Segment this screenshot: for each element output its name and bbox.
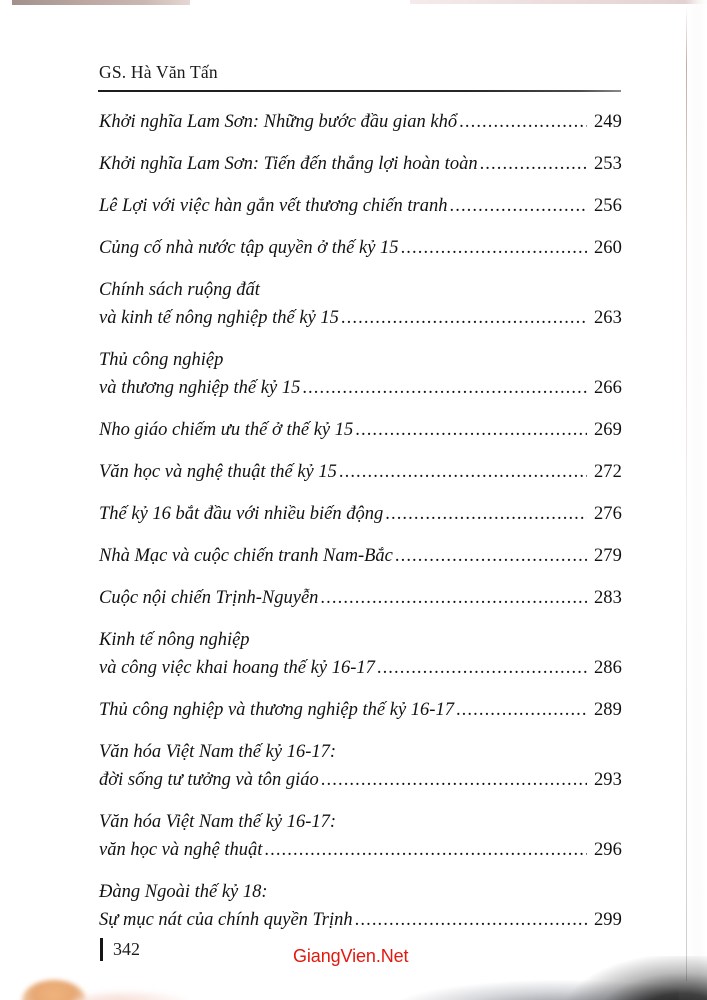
toc-page-number: 276 xyxy=(593,504,622,524)
toc-entry-title: đời sống tư tưởng và tôn giáo xyxy=(99,770,319,790)
dot-leader xyxy=(459,108,587,136)
toc-entry-line-final xyxy=(99,150,622,178)
toc-entry[interactable] xyxy=(99,584,622,612)
toc-entry-line-final xyxy=(99,584,622,612)
finger-blur-artifact-secondary xyxy=(70,992,190,1000)
toc-entry-line xyxy=(99,738,622,766)
dot-leader xyxy=(264,836,587,864)
toc-page-number: 266 xyxy=(593,378,622,398)
dot-leader xyxy=(480,150,587,178)
toc-entry-line-final xyxy=(99,374,622,402)
toc-entry[interactable] xyxy=(99,808,622,864)
toc-entry[interactable] xyxy=(99,738,622,794)
toc-entry-line-final xyxy=(99,500,622,528)
site-watermark: GiangVien.Net xyxy=(293,946,409,966)
toc-entry-line-final xyxy=(99,836,622,864)
dot-leader xyxy=(341,304,587,332)
scan-edge-artifact-top-left xyxy=(12,0,190,5)
toc-entry-title: Kinh tế nông nghiệp xyxy=(99,630,250,650)
toc-entry[interactable] xyxy=(99,108,622,136)
toc-entry-title: Thủ công nghiệp và thương nghiệp thế kỷ 16-17 xyxy=(99,700,454,720)
toc-entry-title: Sự mục nát của chính quyền Trịnh xyxy=(99,910,353,930)
toc-entry-line-final xyxy=(99,458,622,486)
toc-entry-title: Khởi nghĩa Lam Sơn: Những bước đầu gian khổ xyxy=(99,112,458,132)
running-head: GS. Hà Văn Tấn xyxy=(99,62,218,82)
toc-entry-title: Văn hóa Việt Nam thế kỷ 16-17: xyxy=(99,812,337,832)
dot-leader xyxy=(377,654,587,682)
toc-page-number: 293 xyxy=(593,770,622,790)
toc-entry-line-final xyxy=(99,542,622,570)
scan-edge-artifact-top-right xyxy=(410,0,707,4)
toc-entry-title: và công việc khai hoang thế kỷ 16-17 xyxy=(99,658,375,678)
toc-entry-line-final xyxy=(99,234,622,262)
toc-entry-title: Chính sách ruộng đất xyxy=(99,280,260,300)
toc-page-number: 263 xyxy=(593,308,622,328)
toc-entry[interactable] xyxy=(99,416,622,444)
toc-entry-title: và thương nghiệp thế kỷ 15 xyxy=(99,378,301,398)
toc-entry-line xyxy=(99,346,622,374)
toc-page-number: 296 xyxy=(593,840,622,860)
toc-entry-line-final xyxy=(99,906,622,934)
toc-entry[interactable] xyxy=(99,150,622,178)
toc-page-number: 256 xyxy=(593,196,622,216)
toc-page-number: 249 xyxy=(593,112,622,132)
toc-entry-title: Đàng Ngoài thế kỷ 18: xyxy=(99,882,268,902)
toc-entry-title: Lê Lợi với việc hàn gắn vết thương chiến tranh xyxy=(99,196,448,216)
toc-entry-line xyxy=(99,808,622,836)
page-curl-shadow xyxy=(565,956,707,1000)
toc-entry-title: văn học và nghệ thuật xyxy=(99,840,263,860)
toc-page-number: 272 xyxy=(593,462,622,482)
toc-entry[interactable] xyxy=(99,276,622,332)
toc-entry-title: Nho giáo chiếm ưu thế ở thế kỷ 15 xyxy=(99,420,354,440)
dot-leader xyxy=(401,234,587,262)
dot-leader xyxy=(321,766,587,794)
dot-leader xyxy=(355,416,587,444)
toc-entry-title: Khởi nghĩa Lam Sơn: Tiến đến thắng lợi hoàn toàn xyxy=(99,154,478,174)
toc-entry[interactable] xyxy=(99,458,622,486)
dot-leader xyxy=(395,542,587,570)
dot-leader xyxy=(385,500,587,528)
toc-entry[interactable] xyxy=(99,500,622,528)
dot-leader xyxy=(355,906,587,934)
toc-entry-line-final xyxy=(99,304,622,332)
toc-entry-line xyxy=(99,276,622,304)
toc-entry-title: Văn hóa Việt Nam thế kỷ 16-17: xyxy=(99,742,337,762)
toc-entry-line-final xyxy=(99,108,622,136)
toc-entry-title: Nhà Mạc và cuộc chiến tranh Nam-Bắc xyxy=(99,546,393,566)
finger-blur-artifact xyxy=(22,980,86,1000)
toc-page-number: 279 xyxy=(593,546,622,566)
toc-entry[interactable] xyxy=(99,626,622,682)
toc-entry[interactable] xyxy=(99,542,622,570)
toc-entry[interactable] xyxy=(99,192,622,220)
toc-entry-line-final xyxy=(99,192,622,220)
toc-entry-line xyxy=(99,878,622,906)
folio-bar xyxy=(100,938,103,961)
toc-entry[interactable] xyxy=(99,878,622,934)
table-of-contents xyxy=(99,108,622,934)
toc-entry[interactable] xyxy=(99,234,622,262)
toc-entry-title: Văn học và nghệ thuật thế kỷ 15 xyxy=(99,462,337,482)
toc-page-number: 260 xyxy=(593,238,622,258)
page-right-glow xyxy=(685,0,707,1000)
toc-entry-line-final xyxy=(99,654,622,682)
toc-page-number: 289 xyxy=(593,700,622,720)
toc-page-number: 269 xyxy=(593,420,622,440)
dot-leader xyxy=(456,696,587,724)
toc-entry-line-final xyxy=(99,416,622,444)
folio-number: 342 xyxy=(113,939,140,959)
page-folio xyxy=(100,938,140,961)
toc-entry[interactable] xyxy=(99,346,622,402)
dot-leader xyxy=(339,458,587,486)
toc-entry-title: và kinh tế nông nghiệp thế kỷ 15 xyxy=(99,308,339,328)
dot-leader xyxy=(320,584,587,612)
toc-page-number: 286 xyxy=(593,658,622,678)
toc-entry-title: Cuộc nội chiến Trịnh-Nguyễn xyxy=(99,588,319,608)
toc-entry[interactable] xyxy=(99,696,622,724)
toc-page-number: 283 xyxy=(593,588,622,608)
toc-entry-title: Thế kỷ 16 bắt đầu với nhiều biến động xyxy=(99,504,384,524)
header-rule xyxy=(98,90,621,92)
toc-entry-title: Thủ công nghiệp xyxy=(99,350,224,370)
toc-page-number: 299 xyxy=(593,910,622,930)
dot-leader xyxy=(450,192,588,220)
toc-page-number: 253 xyxy=(593,154,622,174)
dot-leader xyxy=(302,374,587,402)
toc-entry-line-final xyxy=(99,696,622,724)
toc-entry-title: Củng cố nhà nước tập quyền ở thế kỷ 15 xyxy=(99,238,399,258)
toc-entry-line xyxy=(99,626,622,654)
toc-entry-line-final xyxy=(99,766,622,794)
